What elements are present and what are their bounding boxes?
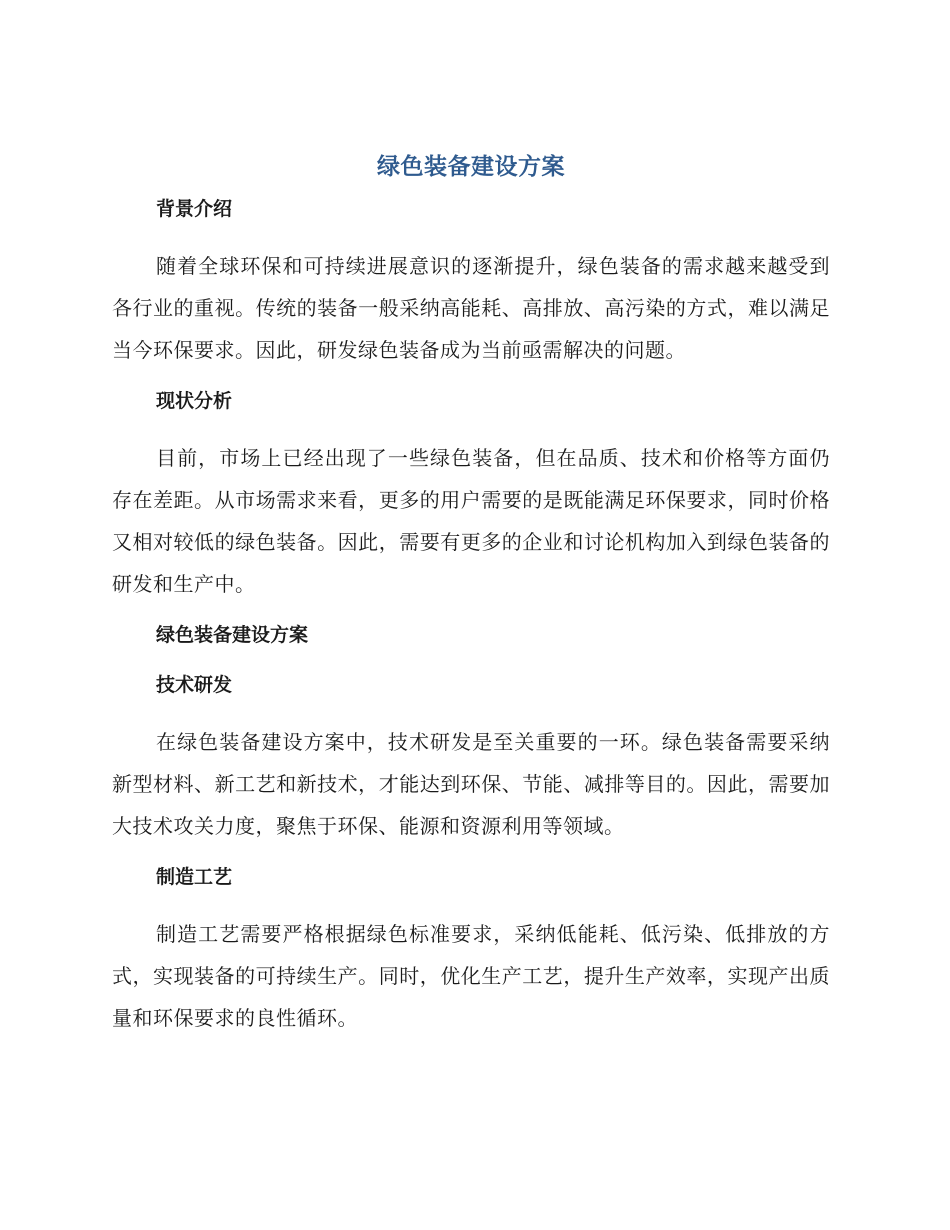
section-heading: 制造工艺 xyxy=(156,866,233,888)
section-manufacturing xyxy=(112,863,830,1039)
section-heading: 现状分析 xyxy=(156,390,233,412)
section-background xyxy=(112,195,830,371)
document-title: 绿色装备建设方案 xyxy=(377,154,565,180)
section-plan xyxy=(112,621,830,649)
section-paragraph: 在绿色装备建设方案中，技术研发是至关重要的一环。绿色装备需要采纳新型材料、新工艺和新技术，才能达到环保、节能、减排等目的。因此，需要加大技术攻关力度，聚焦于环保、能源和资源利用等领域。 xyxy=(112,730,830,838)
section-paragraph: 随着全球环保和可持续进展意识的逐渐提升，绿色装备的需求越来越受到各行业的重视。传统的装备一般采纳高能耗、高排放、高污染的方式，难以满足当今环保要求。因此，研发绿色装备成为当前亟需解决的问题。 xyxy=(112,254,830,362)
section-heading: 技术研发 xyxy=(156,674,233,696)
section-paragraph: 目前，市场上已经出现了一些绿色装备，但在品质、技术和价格等方面仍存在差距。从市场需求来看，更多的用户需要的是既能满足环保要求，同时价格又相对较低的绿色装备。因此，需要有更多的企业和讨论机构加入到绿色装备的研发和生产中。 xyxy=(112,446,830,596)
section-paragraph: 制造工艺需要严格根据绿色标准要求，采纳低能耗、低污染、低排放的方式，实现装备的可持续生产。同时，优化生产工艺，提升生产效率，实现产出质量和环保要求的良性循环。 xyxy=(112,922,830,1030)
section-heading: 背景介绍 xyxy=(156,198,233,220)
section-tech-rd xyxy=(112,671,830,847)
section-heading: 绿色装备建设方案 xyxy=(156,624,309,646)
section-status-analysis xyxy=(112,387,830,605)
